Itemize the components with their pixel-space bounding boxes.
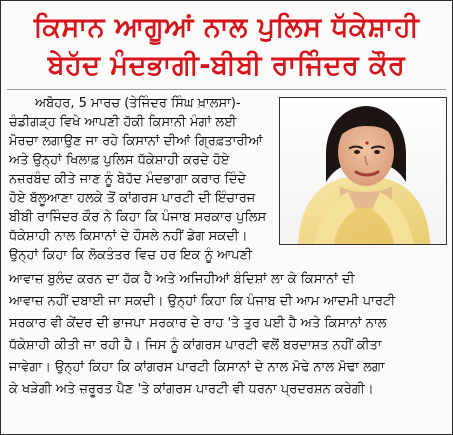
article-line: ਆਵਾਜ਼ ਨਹੀਂ ਦਬਾਈ ਜਾ ਸਕਦੀ। ਉਨ੍ਹਾਂ ਕਿਹਾ ਕਿ ਪੰਜਾਬ ਦੀ ਆਮ ਆਦਮੀ ਪਾਰਟੀ <box>9 294 396 309</box>
article-line: ਚੰਡੀਗੜ੍ਹ ਵਿਖੇ ਆਪਣੀ ਹੱਕੀ ਕਿਸਾਨੀ ਮੰਗਾਂ ਲਈ <box>9 115 237 130</box>
article-line: ਸਰਕਾਰ ਵੀ ਕੇਂਦਰ ਦੀ ਭਾਜਪਾ ਸਰਕਾਰ ਦੇ ਰਾਹ 'ਤੇ ਤੁਰ ਪਈ ਹੈ ਅਤੇ ਕਿਸਾਨਾਂ ਨਾਲ <box>9 316 387 331</box>
portrait-photo <box>279 97 447 245</box>
article-line: ਉਨ੍ਹਾਂ ਕਿਹਾ ਕਿ ਲੋਕਤੰਤਰ ਵਿਚ ਹਰ ਇਕ ਨੂੰ ਆਪਣੀ <box>9 248 253 263</box>
dateline: ਅਬੋਹਰ, 5 ਮਾਰਚ (ਤੇਜਿੰਦਰ ਸਿੰਘ ਖ਼ਾਲਸਾ)- <box>35 96 241 111</box>
article-line: ਨਜ਼ਰਬੰਦ ਕੀਤੇ ਜਾਣ ਨੂੰ ਬੇਹੱਦ ਮੰਦਭਾਗਾ ਕਰਾਰ ਦਿੰਦੇ <box>9 172 246 187</box>
headline-line-1: ਕਿਸਾਨ ਆਗੂਆਂ ਨਾਲ ਪੁਲਿਸ ਧੱਕੇਸ਼ਾਹੀ <box>33 12 420 43</box>
article-line: ਅਤੇ ਉਨ੍ਹਾਂ ਖਿਲਾਫ਼ ਪੁਲਿਸ ਧੱਕੇਸ਼ਾਹੀ ਕਰਦੇ ਹੋਏ <box>9 153 230 168</box>
article-line: ਆਵਾਜ਼ ਬੁਲੰਦ ਕਰਨ ਦਾ ਹੱਕ ਹੈ ਅਤੇ ਅਜਿਹੀਆਂ ਬੰਦਿਸ਼ਾਂ ਲਾ ਕੇ ਕਿਸਾਨਾਂ ਦੀ <box>9 272 355 287</box>
article-line: ਧੱਕੇਸ਼ਾਹੀ ਨਾਲ ਕਿਸਾਨਾਂ ਦੇ ਹੌਸਲੇ ਨਹੀਂ ਡੇਗ ਸਕਦੀ। <box>9 229 248 244</box>
article-line: ਮੋਰਚਾ ਲਗਾਉਣ ਜਾ ਰਹੇ ਕਿਸਾਨਾਂ ਦੀਆਂ ਗ੍ਰਿਫ਼ਤਾਰੀਆਂ <box>9 134 263 149</box>
headline-divider <box>7 89 446 90</box>
article-line: ਜਾਵੇਗਾ। ਉਨ੍ਹਾਂ ਕਿਹਾ ਕਿ ਕਾਂਗਰਸ ਪਾਰਟੀ ਕਿਸਾਨਾਂ ਦੇ ਨਾਲ ਮੋਢੇ ਨਾਲ ਮੋਢਾ ਲਗਾ <box>9 360 385 375</box>
article-line: ਧੱਕੇਸ਼ਾਹੀ ਕੀਤੀ ਜਾ ਰਹੀ ਹੈ। ਜਿਸ ਨੂੰ ਕਾਂਗਰਸ ਪਾਰਟੀ ਵਲੋਂ ਬਰਦਾਸ਼ਤ ਨਹੀਂ ਕੀਤਾ <box>9 338 382 353</box>
headline-line-2: ਬੇਹੱਦ ਮੰਦਭਾਗੀ-ਬੀਬੀ ਰਾਜਿੰਦਰ ਕੌਰ <box>47 50 406 81</box>
article-line: ਕੇ ਖੜੇਗੀ ਅਤੇ ਜ਼ਰੂਰਤ ਪੈਣ 'ਤੇ ਕਾਂਗਰਸ ਪਾਰਟੀ ਵੀ ਧਰਨਾ ਪ੍ਰਦਰਸ਼ਨ ਕਰੇਗੀ। <box>9 382 374 397</box>
article-line: ਹੋਏ ਬੱਲੂਆਣਾ ਹਲਕੇ ਤੋਂ ਕਾਂਗਰਸ ਪਾਰਟੀ ਦੀ ਇੰਚਾਰਜ <box>9 191 256 206</box>
article-line: ਬੀਬੀ ਰਾਜਿੰਦਰ ਕੌਰ ਨੇ ਕਿਹਾ ਕਿ ਪੰਜਾਬ ਸਰਕਾਰ ਪੁਲਿਸ <box>9 210 267 225</box>
